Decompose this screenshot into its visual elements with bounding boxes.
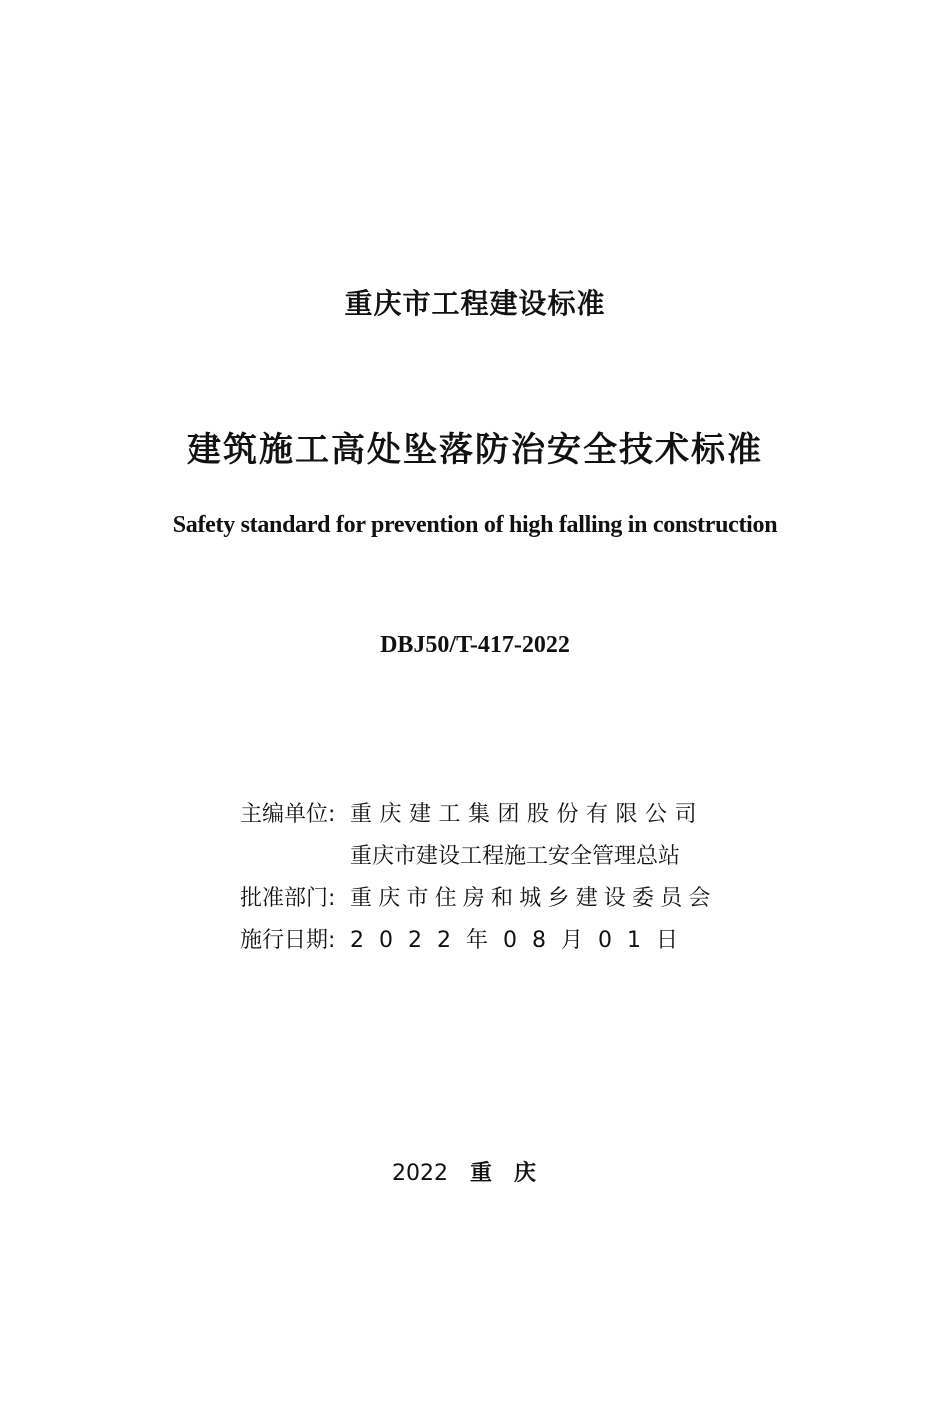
approval-row bbox=[240, 884, 740, 914]
editor-row-secondary bbox=[240, 842, 740, 872]
footer bbox=[0, 1156, 950, 1187]
english-title: Safety standard for prevention of high falling in construction bbox=[172, 512, 778, 538]
series-title: 重庆市工程建设标准 bbox=[344, 287, 606, 320]
footer-city: 重庆 bbox=[469, 1161, 558, 1186]
approval-label: 批准部门: bbox=[240, 886, 336, 911]
date-label: 施行日期: bbox=[240, 928, 336, 953]
main-title: 建筑施工高处坠落防治安全技术标准 bbox=[187, 430, 763, 470]
standard-code: DBJ50/T-417-2022 bbox=[380, 632, 570, 658]
editor-label: 主编单位: bbox=[240, 802, 336, 827]
date-row bbox=[240, 926, 740, 956]
effective-date: 2022年08月01日 bbox=[350, 928, 693, 953]
editor-row bbox=[240, 800, 740, 830]
editor-secondary: 重庆市建设工程施工安全管理总站 bbox=[350, 844, 681, 869]
footer-year: 2022 bbox=[391, 1161, 448, 1186]
approval-department: 重庆市住房和城乡建设委员会 bbox=[350, 886, 717, 911]
editor-primary: 重庆建工集团股份有限公司 bbox=[350, 802, 705, 827]
